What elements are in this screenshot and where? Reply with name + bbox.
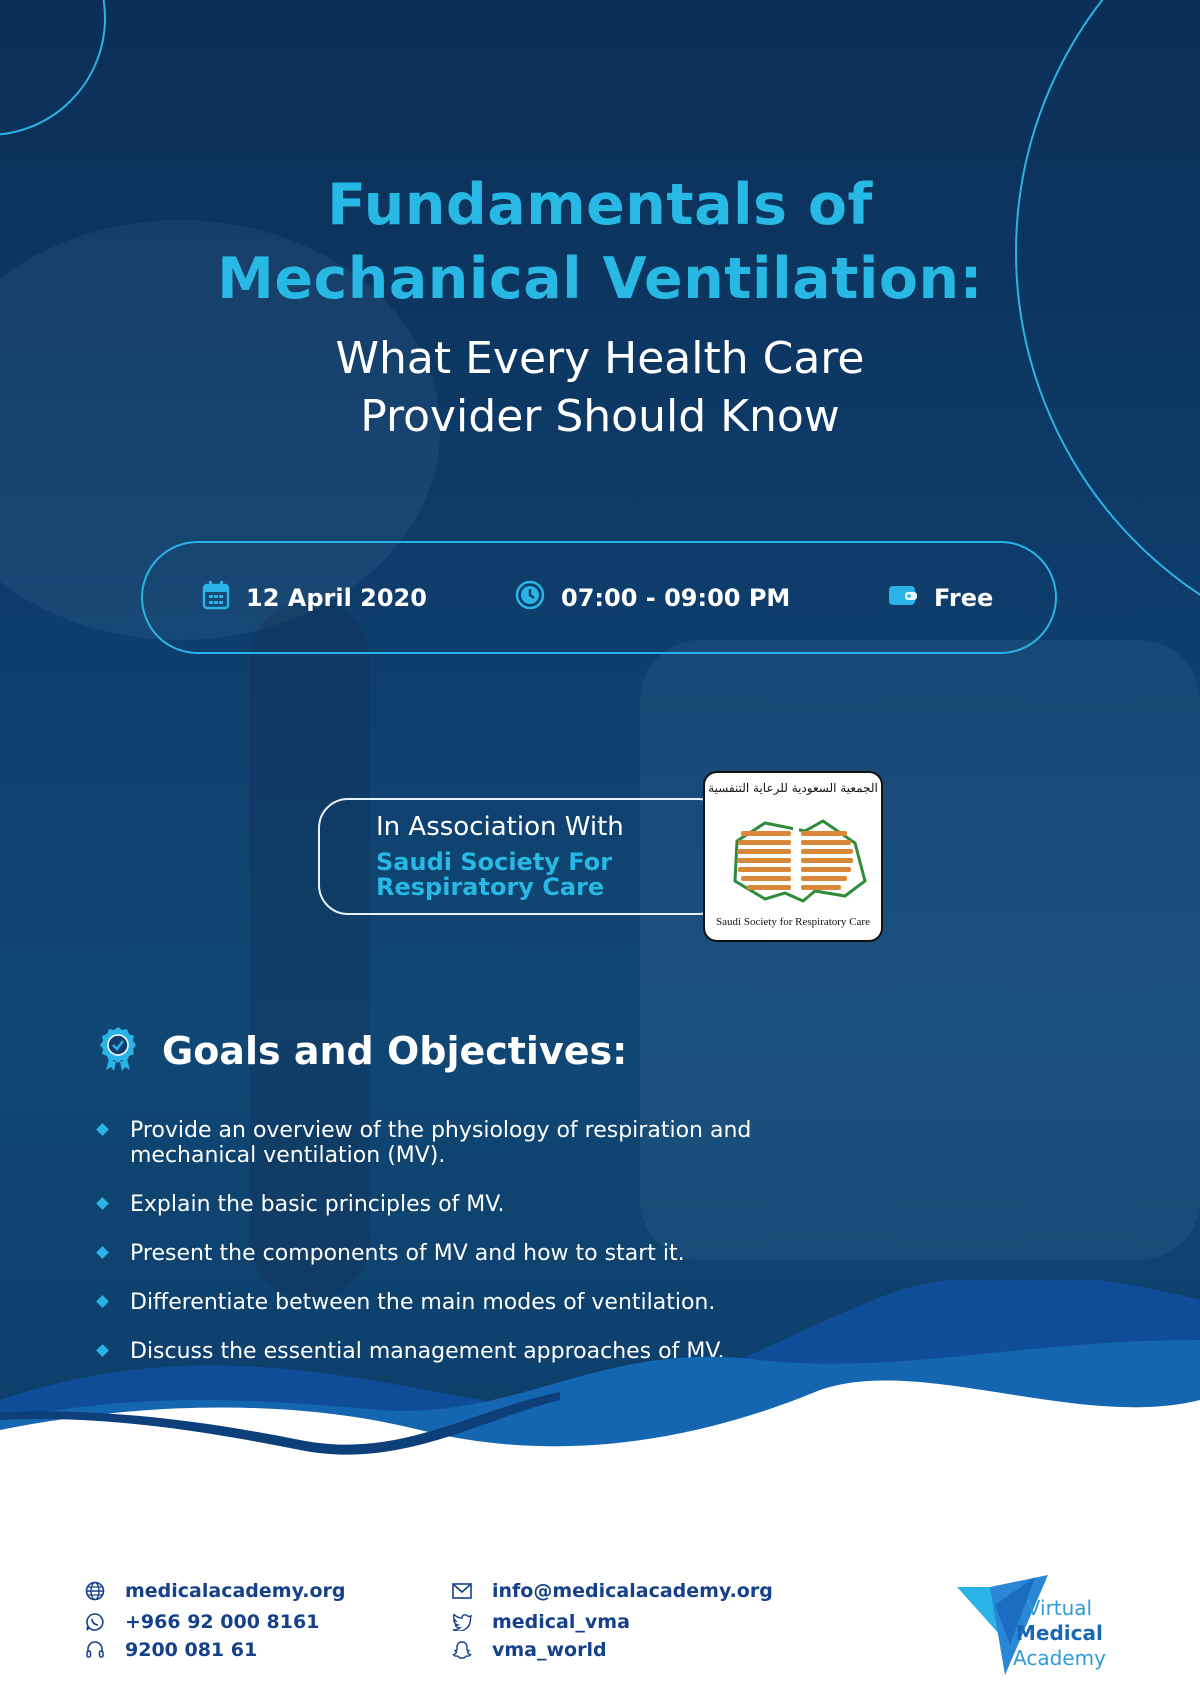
association-label: In Association With: [376, 812, 624, 842]
event-time: [515, 541, 790, 654]
logo-arabic-text: الجمعية السعودية للرعاية التنفسية: [708, 781, 878, 795]
clock-icon: [515, 580, 561, 616]
award-badge-icon: [100, 1025, 136, 1076]
envelope-icon: [452, 1581, 472, 1601]
goals-header: [100, 1025, 627, 1076]
main-title-line2: Mechanical Ventilation:: [217, 246, 983, 312]
main-title-line1: Fundamentals of: [327, 172, 873, 238]
snapchat-text: vma_world: [492, 1639, 607, 1661]
decorative-ring: [0, 0, 106, 136]
whatsapp-link[interactable]: [85, 1611, 319, 1633]
ssrc-logo: [703, 771, 883, 942]
vma-brand-text: [1013, 1596, 1106, 1671]
phone-link[interactable]: [85, 1639, 257, 1661]
goal-item: Present the components of MV and how to start it.: [95, 1241, 795, 1266]
phone-text: 9200 081 61: [125, 1639, 258, 1661]
event-date-text: 12 April 2020: [246, 583, 427, 612]
goal-item: Explain the basic principles of MV.: [95, 1192, 795, 1217]
subtitle-line2: Provider Should Know: [360, 391, 840, 442]
goal-item: Discuss the essential management approaches of MV.: [95, 1339, 795, 1364]
main-title: [0, 168, 1200, 316]
email-link[interactable]: [452, 1580, 773, 1602]
event-date: [202, 541, 427, 654]
website-text: medicalacademy.org: [125, 1580, 346, 1602]
twitter-icon: [452, 1612, 472, 1632]
twitter-link[interactable]: [452, 1611, 630, 1633]
goals-title: Goals and Objectives:: [162, 1028, 628, 1073]
event-price-text: Free: [934, 583, 994, 612]
association-org-line2: Respiratory Care: [376, 873, 605, 901]
lungs-icon: [705, 801, 881, 911]
event-price: [888, 541, 993, 654]
twitter-text: medical_vma: [492, 1611, 630, 1633]
goal-item: Differentiate between the main modes of ventilation.: [95, 1290, 795, 1315]
subtitle-line1: What Every Health Care: [335, 333, 865, 384]
brand-line2: Medical: [1016, 1621, 1103, 1645]
association-org: [376, 850, 676, 900]
whatsapp-icon: [85, 1612, 105, 1632]
snapchat-icon: [452, 1640, 472, 1660]
wallet-icon: [888, 583, 934, 613]
event-time-text: 07:00 - 09:00 PM: [561, 583, 791, 612]
logo-english-text: Saudi Society for Respiratory Care: [716, 916, 870, 928]
calendar-icon: [202, 580, 246, 616]
brand-line3: Academy: [1013, 1646, 1106, 1670]
subtitle: [0, 330, 1200, 446]
globe-icon: [85, 1581, 105, 1601]
whatsapp-text: +966 92 000 8161: [125, 1611, 320, 1633]
email-text: info@medicalacademy.org: [492, 1580, 773, 1602]
goal-item: Provide an overview of the physiology of respiration and mechanical ventilation (MV).: [95, 1118, 795, 1168]
snapchat-link[interactable]: [452, 1639, 607, 1661]
association-org-line1: Saudi Society For: [376, 848, 613, 876]
brand-line1: Virtual: [1026, 1596, 1093, 1620]
headset-icon: [85, 1640, 105, 1660]
website-link[interactable]: [85, 1580, 345, 1602]
